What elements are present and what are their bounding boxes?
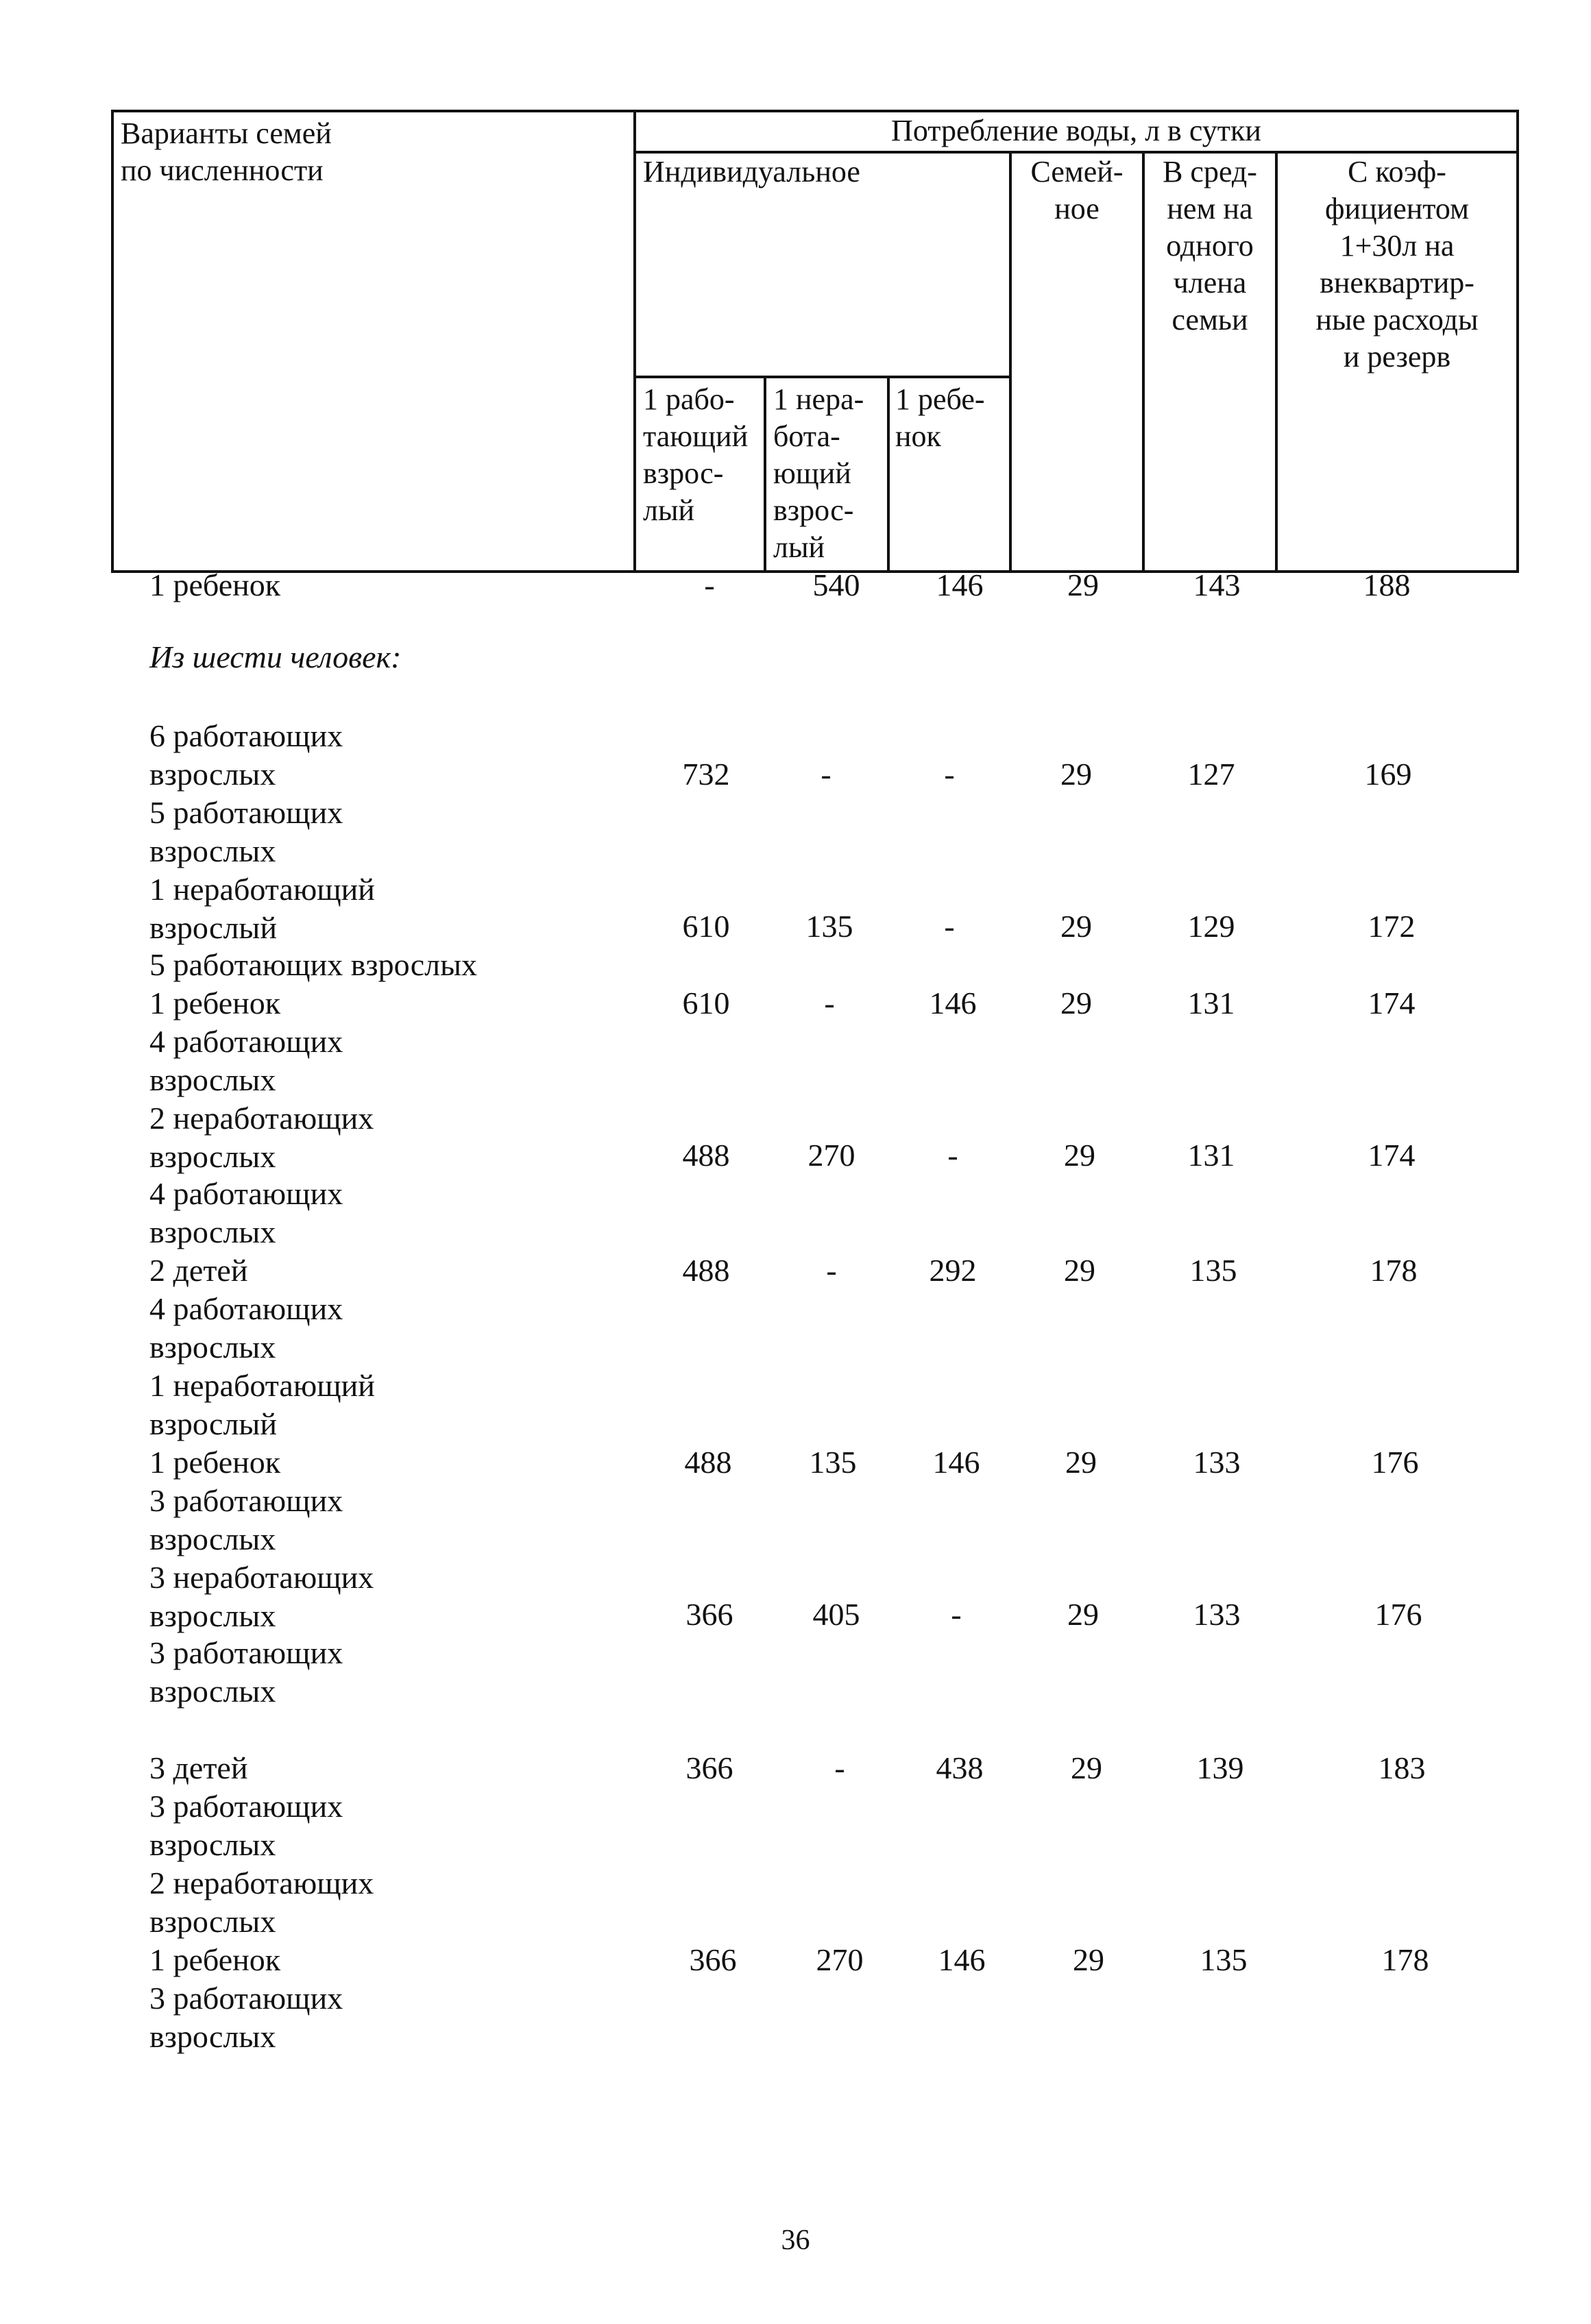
- cell-coef: 178: [1370, 1253, 1418, 1288]
- cell-family: 29: [1065, 1445, 1097, 1480]
- cell-child: -: [944, 757, 955, 792]
- cell-coef: 174: [1368, 1138, 1416, 1173]
- header-family-variants: Варианты семей по численности: [121, 117, 332, 187]
- cell-average: 131: [1187, 1138, 1235, 1173]
- cell-nonworking: -: [821, 757, 831, 792]
- cell-nonworking: -: [824, 986, 835, 1020]
- cell-family: 29: [1064, 1138, 1095, 1173]
- row-label: 4 работающих взрослых 1 неработающий взрослый 1 ребенок: [149, 1291, 375, 1480]
- page-number: 36: [781, 2225, 810, 2256]
- header-with-coefficient: С коэф- фициентом 1+30л на внеквартир- ные расходы и резерв: [1315, 155, 1479, 374]
- cell-average: 133: [1193, 1445, 1241, 1480]
- cell-average: 143: [1193, 567, 1241, 602]
- cell-child: 292: [929, 1253, 977, 1288]
- cell-average: 129: [1187, 909, 1235, 944]
- cell-working: -: [704, 567, 715, 602]
- cell-family: 29: [1060, 986, 1092, 1020]
- cell-nonworking: 270: [807, 1138, 855, 1173]
- row-label: 4 работающих взрослых 2 детей: [149, 1176, 343, 1288]
- cell-child: 146: [929, 986, 977, 1020]
- row-label: 4 работающих взрослых 2 неработающих взрослых: [149, 1024, 374, 1174]
- header-working-adult: 1 рабо- тающий взрос- лый: [643, 382, 749, 527]
- cell-nonworking: -: [834, 1750, 845, 1785]
- cell-coef: 169: [1364, 757, 1412, 792]
- cell-working: 366: [689, 1942, 737, 1977]
- row-label: 6 работающих взрослых: [149, 718, 343, 792]
- cell-child: 438: [936, 1750, 984, 1785]
- cell-child: -: [944, 909, 955, 944]
- cell-coef: 176: [1374, 1597, 1422, 1632]
- header-family-use: Семей- ное: [1030, 155, 1124, 225]
- cell-nonworking: 270: [816, 1942, 864, 1977]
- cell-working: 610: [682, 909, 730, 944]
- cell-nonworking: 540: [812, 567, 860, 602]
- row-label: 3 работающих взрослых 2 неработающих взрослых 1 ребенок: [149, 1789, 374, 1977]
- cell-coef: 172: [1368, 909, 1416, 944]
- cell-family: 29: [1073, 1942, 1104, 1977]
- cell-working: 732: [682, 757, 730, 792]
- row-label: 1 ребенок: [149, 567, 281, 602]
- cell-family: 29: [1071, 1750, 1102, 1785]
- cell-child: -: [951, 1597, 962, 1632]
- row-label: 5 работающих взрослых 1 неработающий взрослый: [149, 795, 375, 945]
- cell-child: 146: [936, 567, 984, 602]
- cell-coef: 188: [1363, 567, 1411, 602]
- cell-average: 135: [1189, 1253, 1237, 1288]
- cell-average: 127: [1187, 757, 1235, 792]
- cell-child: -: [947, 1138, 958, 1173]
- header-average-per-member: В сред- нем на одного члена семьи: [1163, 155, 1257, 337]
- cell-working: 366: [685, 1597, 733, 1632]
- cell-family: 29: [1067, 567, 1099, 602]
- cell-average: 133: [1193, 1597, 1241, 1632]
- header-child: 1 ребе- нок: [895, 382, 985, 453]
- cell-coef: 178: [1381, 1942, 1429, 1977]
- cell-child: 146: [938, 1942, 986, 1977]
- header-nonworking-adult: 1 нера- бота- ющий взрос- лый: [773, 382, 864, 564]
- header-water-consumption: Потребление воды, л в сутки: [891, 114, 1261, 147]
- header-individual: Индивидуальное: [643, 155, 860, 188]
- row-label: 3 работающих взрослых 3 неработающих взрослых: [149, 1483, 374, 1633]
- cell-nonworking: 135: [809, 1445, 857, 1480]
- cell-average: 135: [1200, 1942, 1248, 1977]
- cell-working: 488: [684, 1445, 732, 1480]
- table-header: [111, 110, 1519, 573]
- cell-family: 29: [1067, 1597, 1099, 1632]
- cell-nonworking: 405: [812, 1597, 860, 1632]
- cell-family: 29: [1060, 757, 1092, 792]
- cell-working: 488: [682, 1138, 730, 1173]
- cell-child: 146: [932, 1445, 980, 1480]
- row-label: 3 работающих взрослых: [149, 1981, 343, 2054]
- cell-working: 610: [682, 986, 730, 1020]
- cell-average: 131: [1187, 986, 1235, 1020]
- cell-working: 366: [685, 1750, 733, 1785]
- section-title: Из шести человек:: [149, 639, 402, 674]
- row-label: 3 работающих взрослых 3 детей: [149, 1635, 343, 1785]
- cell-coef: 174: [1368, 986, 1416, 1020]
- cell-working: 488: [682, 1253, 730, 1288]
- cell-coef: 183: [1378, 1750, 1426, 1785]
- cell-family: 29: [1064, 1253, 1095, 1288]
- cell-average: 139: [1196, 1750, 1244, 1785]
- cell-nonworking: -: [826, 1253, 837, 1288]
- cell-family: 29: [1060, 909, 1092, 944]
- cell-coef: 176: [1371, 1445, 1419, 1480]
- cell-nonworking: 135: [805, 909, 853, 944]
- row-label: 5 работающих взрослых 1 ребенок: [149, 947, 478, 1020]
